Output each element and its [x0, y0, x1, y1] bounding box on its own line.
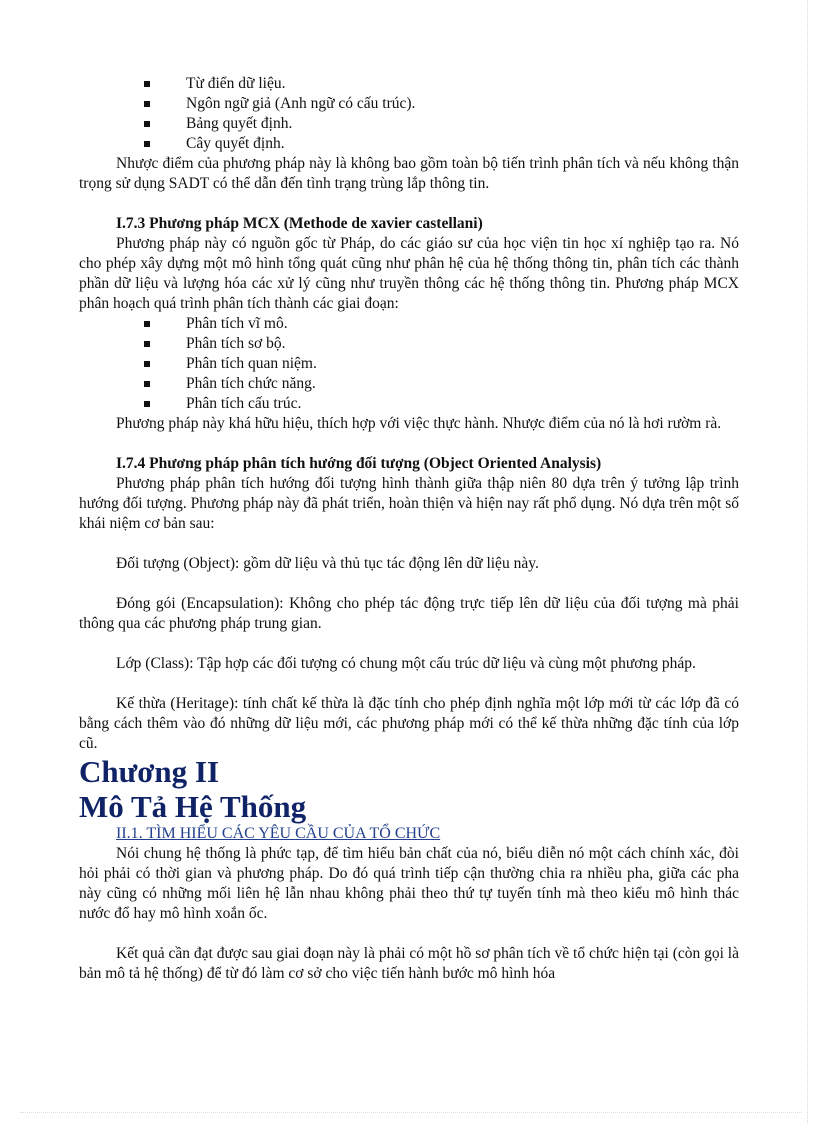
heritage-definition-paragraph: Kế thừa (Heritage): tính chất kế thừa là đặc tính cho phép định nghĩa một lớp mới từ các lớp đã có bằng cách thêm vào đó những dữ liệu mới, các phương pháp mới có thể kế thừa những đặc tính của lớp cũ.: [79, 695, 739, 752]
section-paragraph-2: Kết quả cần đạt được sau giai đoạn này là phải có một hồ sơ phân tích về tổ chức hiện tại (còn gọi là bản mô tả hệ thống) để từ đó làm cơ sở cho việc tiến hành bước mô hình hóa: [79, 945, 739, 982]
square-bullet-icon: [144, 321, 150, 327]
chapter-number: Chương II: [79, 754, 220, 789]
list-item: Bảng quyết định.: [79, 114, 739, 134]
page-content: [79, 74, 739, 984]
mcx-paragraph: Phương pháp này có nguồn gốc từ Pháp, do các giáo sư của học viện tin học xí nghiệp tạo ra. Nó cho phép xây dựng một mô hình tổng quát cũng như phân hệ của hệ thống thông tin, phân tích các thành phần dữ liệu và lượng hóa các xử lý cũng như truyền thông các hệ thống thông tin. Phương pháp MCX phân hoạch quá trình phân tích thành các giai đoạn:: [79, 235, 739, 312]
square-bullet-icon: [144, 361, 150, 367]
square-bullet-icon: [144, 101, 150, 107]
square-bullet-icon: [144, 341, 150, 347]
list-item: Cây quyết định.: [79, 134, 739, 154]
list-item: Phân tích vĩ mô.: [79, 314, 739, 334]
square-bullet-icon: [144, 81, 150, 87]
list-item: Phân tích chức năng.: [79, 374, 739, 394]
section-heading: II.1. TÌM HIỂU CÁC YÊU CẦU CỦA TỔ CHỨC: [116, 825, 441, 842]
square-bullet-icon: [144, 121, 150, 127]
list-item: Phân tích quan niệm.: [79, 354, 739, 374]
class-definition-paragraph: Lớp (Class): Tập hợp các đối tượng có chung một cấu trúc dữ liệu và cùng một phương pháp.: [116, 655, 696, 672]
mcx-evaluation-paragraph: Phương pháp này khá hữu hiệu, thích hợp với việc thực hành. Nhược điểm của nó là hơi rườm rà.: [116, 415, 722, 432]
list-item: Từ điển dữ liệu.: [79, 74, 739, 94]
list-item: Phân tích sơ bộ.: [79, 334, 739, 354]
ooa-heading: I.7.4 Phương pháp phân tích hướng đối tượng (Object Oriented Analysis): [116, 455, 602, 472]
ooa-paragraph: Phương pháp phân tích hướng đối tượng hình thành giữa thập niên 80 dựa trên ý tưởng lập trình hướng đối tượng. Phương pháp này đã phát triển, hoàn thiện và hiện nay rất phổ dụng. Nó dựa trên một số khái niệm cơ bản sau:: [79, 475, 739, 532]
mcx-phases-list: [79, 314, 739, 414]
object-definition-paragraph: Đối tượng (Object): gồm dữ liệu và thủ tục tác động lên dữ liệu này.: [116, 555, 539, 572]
page-bottom-divider: [20, 1111, 802, 1113]
square-bullet-icon: [144, 141, 150, 147]
list-item: Ngôn ngữ giả (Anh ngữ có cấu trúc).: [79, 94, 739, 114]
encapsulation-definition-paragraph: Đóng gói (Encapsulation): Không cho phép tác động trực tiếp lên dữ liệu của đối tượng mà phải thông qua các phương pháp trung gian.: [79, 595, 739, 632]
square-bullet-icon: [144, 401, 150, 407]
sadt-tools-list: [79, 74, 739, 154]
page-edge-divider: [806, 0, 808, 1123]
mcx-heading: I.7.3 Phương pháp MCX (Methode de xavier castellani): [116, 215, 483, 232]
list-item: Phân tích cấu trúc.: [79, 394, 739, 414]
chapter-title: Mô Tả Hệ Thống: [79, 789, 307, 824]
square-bullet-icon: [144, 381, 150, 387]
sadt-drawback-paragraph: Nhược điểm của phương pháp này là không bao gồm toàn bộ tiến trình phân tích và nếu không thận trọng sử dụng SADT có thể dẫn đến tình trạng trùng lắp thông tin.: [79, 155, 739, 192]
section-paragraph-1: Nói chung hệ thống là phức tạp, để tìm hiểu bản chất của nó, biểu diễn nó một cách chính xác, đòi hỏi phải có thời gian và phương pháp. Do đó quá trình tiếp cận thường chia ra nhiều pha, giữa các pha này cũng có những mối liên hệ lẫn nhau không phải theo thứ tự tuyến tính mà theo kiểu mô hình thác nước đổ hay mô hình xoắn ốc.: [79, 845, 739, 922]
